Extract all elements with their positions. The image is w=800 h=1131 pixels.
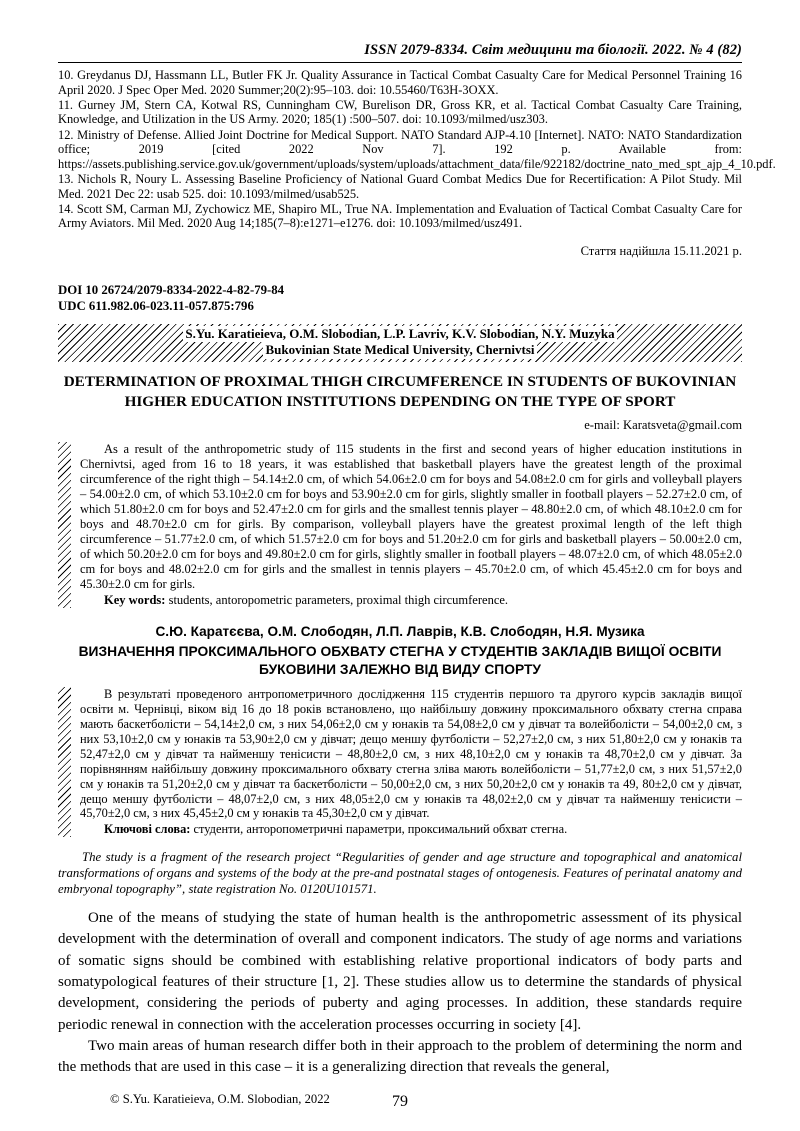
abstract-ua	[80, 687, 742, 821]
reference-item: 10. Greydanus DJ, Hassmann LL, Butler FK Jr. Quality Assurance in Tactical Combat Casualty Care for Medical Personnel Training 16 April 2020. J Spec Oper Med. 2020 Summer;20(2):95–103. doi: 10.55460/T63H-3OXX.	[58, 68, 742, 97]
page-content	[58, 42, 776, 1079]
keywords-ua-text: студенти, анторопометричні параметри, проксимальний обхват стегна.	[193, 822, 568, 837]
abstract-ua-text: В результаті проведеного антропометричного дослідження 115 студентів першого та другого курсів закладів вищої освіти м. Чернівці, віком від 16 до 18 років встановлено, що найбільшу довжину проксимального обхвату стегна справа мають баскетболісти – 54,14±2,0 см, з них 54,06±2,0 см у юнаків та 54,08±2,0 см у дівчат та волейболісти – 54,00±2,0 см, з них 53,10±2,0 см у юнаків та 53,90±2,0 см у дівчат; дещо меншу футболісти – 52,27±2,0 см, з них 51,80±2,0 см у юнаків та 52,47±2,0 см у дівчат та найменшу тенісисти – 48,80±2,0 см, з них 48,10±2,0 см у юнаків та 48,70±2,0 см у дівчат. За порівнянням найбільшу довжину проксимального обхвату стегна зліва мають волейболісти – 51,77±2,0 см, з них 51,57±2,0 см у юнаків та 51,20±2,0 см у дівчат та баскетболісти – 50,00±2,0 см, з них 50,20±2,0 см у юнаків та 49, 80±2,0 см у дівчат, дещо меншу футболісти – 48,07±2,0 см, з них 48,05±2,0 см у юнаків та 48,02±2,0 см у дівчат та найменшу тенісисти – 45,70±2,0 см, з них 45,45±2,0 см у юнаків та 45,30±2,0 см у дівчат.	[80, 687, 742, 821]
article-title-ua: ВИЗНАЧЕННЯ ПРОКСИМАЛЬНОГО ОБХВАТУ СТЕГНА У СТУДЕНТІВ ЗАКЛАДІВ ВИЩОЇ ОСВІТИ БУКОВИНИ ЗАЛЕЖНО ВІД ВИДУ СПОРТУ	[78, 643, 722, 677]
doi-line: DOI 10 26724/2079-8334-2022-4-82-79-84	[58, 282, 285, 297]
udc-line: UDC 611.982.06-023.11-057.875:796	[58, 298, 254, 313]
article-title-en: DETERMINATION OF PROXIMAL THIGH CIRCUMFERENCE IN STUDENTS OF BUKOVINIAN HIGHER EDUCATION INSTITUTIONS DEPENDING ON THE TYPE OF SPORT	[63, 373, 737, 410]
authors-en: S.Yu. Karatieieva, O.M. Slobodian, L.P. Lavriv, K.V. Slobodian, N.Y. Muzyka	[185, 325, 615, 341]
authors-ua: С.Ю. Каратєєва, О.М. Слободян, Л.П. Лаврів, К.В. Слободян, Н.Я. Музика	[155, 623, 645, 639]
abstract-ua-wrap	[58, 687, 742, 837]
body-paragraph: Two main areas of human research differ both in their approach to the problem of determining the norm and the methods that are used in this case – it is a generalizing direction that reveals the general,	[58, 1037, 742, 1076]
abstract-en-wrap	[58, 442, 742, 608]
page-number: 79	[392, 1093, 408, 1110]
reference-item: 13. Nichols R, Noury L. Assessing Baseline Proficiency of National Guard Combat Medics Due for Recertification: A Pilot Study. Mil Med. 2021 Dec 22: usab 525. doi: 10.1093/milmed/usab525.	[58, 171, 742, 201]
keywords-en	[80, 593, 742, 608]
keywords-ua	[80, 822, 742, 837]
body-paragraph: One of the means of studying the state of human health is the anthropometric assessment of its physical development with the determination of overall and component indicators. The study of age norms and variations of somatic signs should be combined with establishing relative proportional indicators of body parts and somatypological features of their structure [1, 2]. These studies allow us to determine the standards of physical development, considering the periods of puberty and aging processes. In addition, these standards require periodic renewal in connection with the acceleration processes occurring in society [4].	[58, 910, 742, 1033]
authors-affiliation-band	[58, 324, 742, 362]
keywords-en-text: students, antoropometric parameters, proximal thigh circumference.	[168, 592, 509, 607]
reference-list	[58, 68, 776, 231]
keywords-ua-label: Ключові слова:	[104, 822, 191, 837]
reference-item: 14. Scott SM, Carman MJ, Zychowicz ME, Shapiro ML, True NA. Implementation and Evaluation of Tactical Combat Casualty Care for Army Aviators. Mil Med. 2020 Aug 14;185(7–8):e1271–e1276. doi: 10.1093/milmed/usz491.	[58, 201, 742, 231]
research-project-note: The study is a fragment of the research project “Regularities of gender and age structure and topographical and anatomical transformations of organs and systems of the body at the pre-and postnatal stages of ontogenesis. Features of perinatal anatomy and embryonal topography”, state registration No. 0120U101571.	[58, 850, 742, 897]
header-rule	[58, 62, 742, 63]
affiliation-en: Bukovinian State Medical University, Chernivtsi	[265, 342, 535, 358]
article-body	[58, 908, 742, 1078]
keywords-en-label: Key words:	[104, 592, 166, 607]
abstract-hatch-decoration	[58, 442, 71, 608]
contact-email: e-mail: Karatsveta@gmail.com	[584, 417, 742, 432]
running-header: ISSN 2079-8334. Світ медицини та біології. 2022. № 4 (82)	[364, 42, 742, 58]
copyright-notice: © S.Yu. Karatieieva, O.M. Slobodian, 2022	[110, 1092, 330, 1106]
doi-block	[58, 283, 742, 315]
abstract-ua-hatch-decoration	[58, 687, 71, 837]
abstract-en	[80, 442, 742, 592]
reference-item: 11. Gurney JM, Stern CA, Kotwal RS, Cunningham CW, Burelison DR, Gross KR, et al. Tactical Combat Casualty Care Training, Knowledge, and Utilization in the US Army. 2020; 185(1) :500–507. doi: 10.1093/milmed/usz303.	[58, 97, 742, 127]
reference-item: 12. Ministry of Defense. Allied Joint Doctrine for Medical Support. NATO Standard AJP-4.10 [Internet]. NATO: NATO Standardization office; 2019 [cited 2022 Nov 7]. 192 p. Available from: https://assets.publishing.service.gov.uk/government/uploads/system/uploads/attachment_data/file/922182/doctrine_nato_med_spt_ajp_4_10.pdf.	[58, 127, 776, 171]
abstract-en-text: As a result of the anthropometric study of 115 students in the first and second years of higher education institutions in Chernivtsi, aged from 16 to 18 years, it was established that basketball players have the greatest length of the proximal circumference of the right thigh – 54.14±2.0 cm, of which 54.06±2.0 cm for boys and 54.08±2.0 cm for girls and volleyball players – 54.00±2.0 cm, of which 53.10±2.0 cm for boys and 53.90±2.0 cm for girls, slightly smaller in football players – 52.27±2.0 cm, of which 51.80±2.0 cm for boys and 52.47±2.0 cm for girls and the smallest tennis player – 48.80±2.0 cm, of which 48.10±2.0 cm for boys and 48.70±2.0 cm for girls. By comparison, volleyball players have the greatest proximal length of the left thigh circumference – 51.77±2.0 cm, of which 51.57±2.0 cm for boys and 51.20±2.0 cm for girls and basketball players – 50.00±2.0 cm, of which 50.20±2.0 cm for boys and 49.80±2.0 cm for girls, slightly smaller in football players – 48.07±2.0 cm, of which 48.05±2.0 cm for boys and 48.02±2.0 cm for girls and the smallest in tennis players – 45.70±2.0 cm, of which 45.45±2.0 cm for boys and 45.30±2.0 cm for girls.	[80, 441, 742, 591]
page-footer	[58, 1083, 742, 1109]
received-date: Стаття надійшла 15.11.2021 р.	[580, 243, 742, 258]
